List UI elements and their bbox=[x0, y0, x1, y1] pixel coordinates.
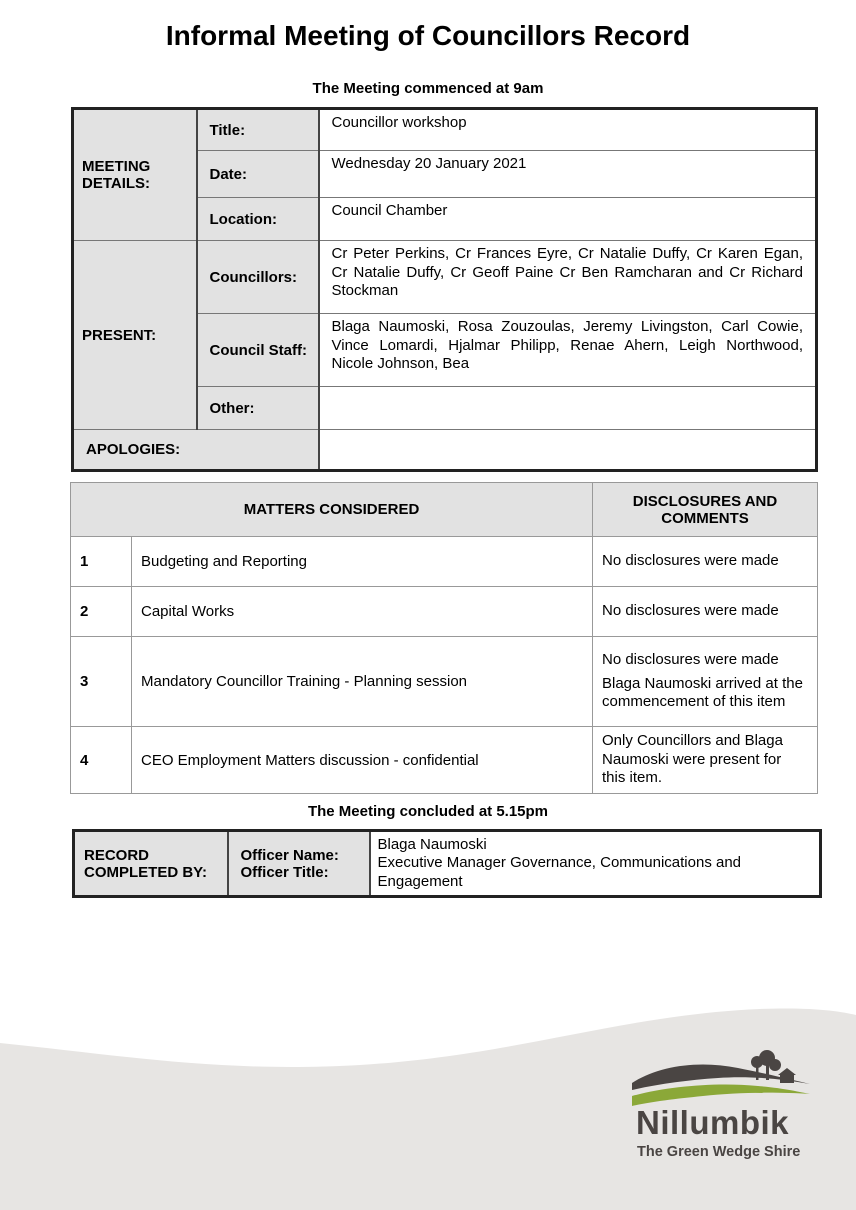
logo-name: Nillumbik bbox=[636, 1104, 790, 1141]
page-title: Informal Meeting of Councillors Record bbox=[165, 20, 691, 51]
councillors-label: Councillors: bbox=[197, 241, 319, 314]
meeting-concluded-text: The Meeting concluded at 5.15pm bbox=[307, 803, 549, 820]
council-staff-label: Council Staff: bbox=[197, 314, 319, 387]
apologies-value bbox=[319, 430, 817, 471]
matter-item: Capital Works bbox=[132, 587, 593, 637]
record-completed-table bbox=[72, 829, 822, 898]
matter-number: 1 bbox=[71, 537, 132, 587]
matters-considered-header: MATTERS CONSIDERED bbox=[71, 483, 593, 537]
table-row bbox=[71, 727, 818, 794]
matter-item: Budgeting and Reporting bbox=[132, 537, 593, 587]
matter-comment: No disclosures were made bbox=[593, 537, 818, 587]
meeting-details-label: MEETING DETAILS: bbox=[73, 109, 197, 241]
other-label: Other: bbox=[197, 387, 319, 430]
officer-name-value: Blaga Naumoski bbox=[377, 835, 487, 853]
record-completed-label: RECORD COMPLETED BY: bbox=[74, 831, 228, 897]
date-label: Date: bbox=[197, 151, 319, 198]
matters-table bbox=[70, 482, 818, 794]
council-staff-value: Blaga Naumoski, Rosa Zouzoulas, Jeremy Livingston, Carl Cowie, Vince Lomardi, Hjalmar Philipp, Renae Ahern, Leigh Northwood, Nicole Johnson, Bea bbox=[319, 314, 817, 387]
matter-comments bbox=[593, 637, 818, 727]
matter-item: CEO Employment Matters discussion - confidential bbox=[132, 727, 593, 794]
title-value: Councillor workshop bbox=[319, 109, 817, 151]
location-value: Council Chamber bbox=[319, 198, 817, 241]
matter-number: 4 bbox=[71, 727, 132, 794]
matter-comment: Blaga Naumoski arrived at the commencement of this item bbox=[602, 674, 803, 711]
disclosures-header: DISCLOSURES AND COMMENTS bbox=[593, 483, 818, 537]
councillors-value: Cr Peter Perkins, Cr Frances Eyre, Cr Natalie Duffy, Cr Karen Egan, Cr Natalie Duffy, Cr Geoff Paine Cr Ben Ramcharan and Cr Richard Stockman bbox=[319, 241, 817, 314]
officer-name-label: Officer Name: bbox=[240, 846, 339, 864]
table-row bbox=[71, 637, 818, 727]
matter-number: 3 bbox=[71, 637, 132, 727]
meeting-details-table bbox=[71, 107, 818, 472]
meeting-commenced-text: The Meeting commenced at 9am bbox=[312, 80, 544, 97]
matter-comment: No disclosures were made bbox=[602, 651, 779, 669]
apologies-label: APOLOGIES: bbox=[73, 430, 319, 471]
logo-tagline: The Green Wedge Shire bbox=[637, 1144, 801, 1160]
date-value: Wednesday 20 January 2021 bbox=[319, 151, 817, 198]
present-label: PRESENT: bbox=[73, 241, 197, 430]
officer-values bbox=[370, 831, 821, 897]
title-label: Title: bbox=[197, 109, 319, 151]
matter-number: 2 bbox=[71, 587, 132, 637]
matter-comment: Only Councillors and Blaga Naumoski were present for this item. bbox=[593, 727, 818, 794]
table-row bbox=[71, 537, 818, 587]
matter-comment: No disclosures were made bbox=[593, 587, 818, 637]
matter-item: Mandatory Councillor Training - Planning session bbox=[132, 637, 593, 727]
officer-title-label: Officer Title: bbox=[240, 863, 329, 881]
officer-labels bbox=[228, 831, 370, 897]
location-label: Location: bbox=[197, 198, 319, 241]
table-row bbox=[71, 587, 818, 637]
other-value bbox=[319, 387, 817, 430]
officer-title-value: Executive Manager Governance, Communications and Engagement bbox=[377, 854, 742, 890]
